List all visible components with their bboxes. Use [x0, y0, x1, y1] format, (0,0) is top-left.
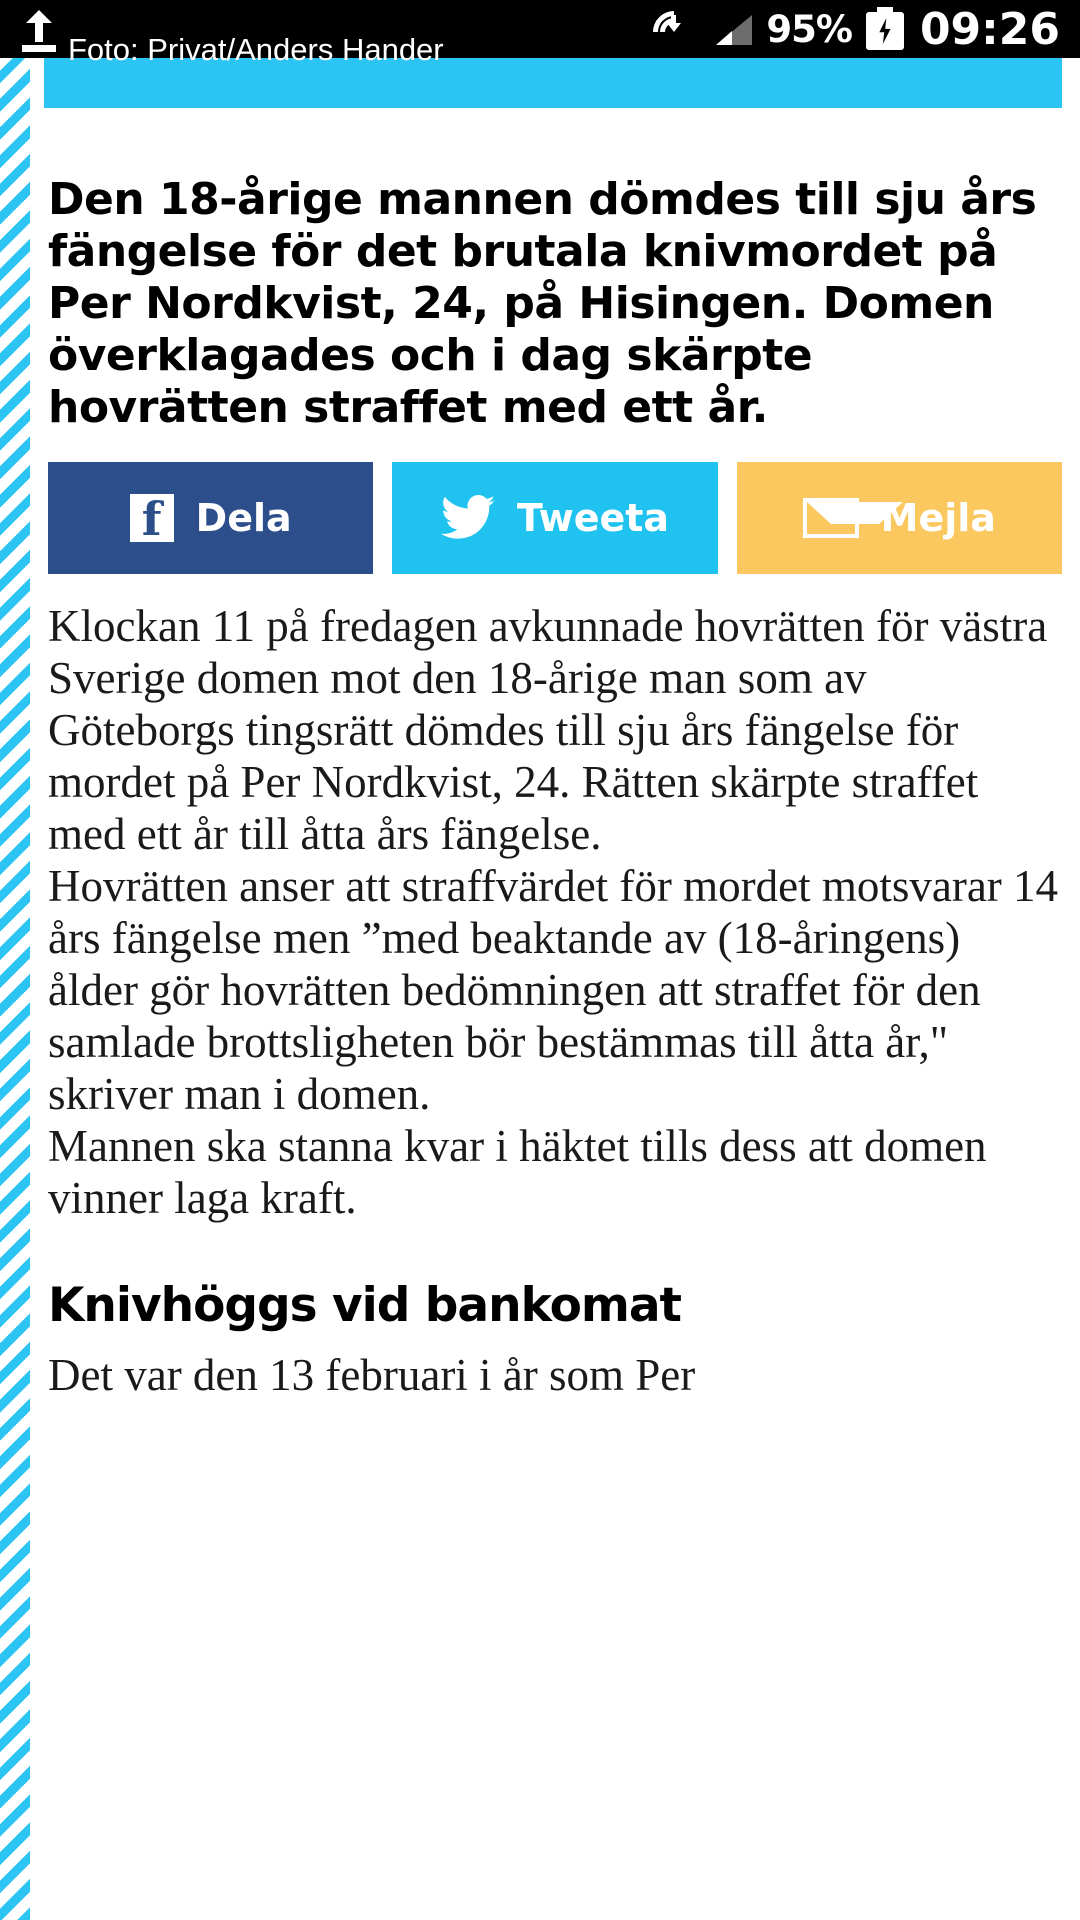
battery-percent-label: 95% [766, 7, 852, 51]
article-body-continued [48, 1349, 1060, 1401]
wifi-icon [652, 9, 696, 49]
share-mail-button[interactable] [737, 462, 1062, 574]
article-page [0, 32, 1080, 1920]
article-paragraph: Mannen ska stanna kvar i häktet tills dess att domen vinner laga kraft. [48, 1121, 987, 1223]
upload-icon [22, 10, 56, 52]
share-twitter-button[interactable] [392, 462, 717, 574]
facebook-icon: f [130, 494, 174, 542]
status-bar-left [0, 0, 56, 58]
article-paragraph: Det var den 13 februari i år som Per [48, 1350, 696, 1400]
signal-icon [710, 9, 752, 49]
share-buttons-row [48, 462, 1062, 574]
share-twitter-label: Tweeta [516, 496, 670, 540]
share-facebook-button[interactable] [48, 462, 373, 574]
page-title: Den 18-årige mannen dömdes till sju års fängelse för det brutala knivmordet på Per Nordkvist, 24, på Hisingen. Domen överklagades och i dag skärpte hovrätten straffet med ett år. [48, 174, 1037, 433]
status-bar-right [652, 0, 1080, 58]
share-mail-label: Mejla [880, 496, 996, 540]
article-paragraph: Klockan 11 på fredagen avkunnade hovrätten för västra Sverige domen mot den 18-årige man som av Göteborgs tingsrätt dömdes till sju års fängelse för mordet på Per Nordkvist, 24. Rätten skärpte straffet med ett år till åtta års fängelse. [48, 601, 1048, 859]
article-body [48, 600, 1060, 1224]
share-facebook-label: Dela [195, 496, 292, 540]
clock-label: 09:26 [919, 3, 1060, 55]
decorative-stripe-edge [0, 58, 30, 1920]
photo-caption-bar [44, 32, 1062, 108]
article-subheading: Knivhöggs vid bankomat [48, 1278, 682, 1333]
article-paragraph: Hovrätten anser att straffvärdet för mordet motsvarar 14 års fängelse men ”med beaktande av (18-åringens) ålder gör hovrätten bedömningen att straffet för den samlade brottsligheten bör bestämmas till åtta år," skriver man i domen. [48, 861, 1059, 1119]
battery-charging-icon [866, 7, 906, 51]
twitter-icon [441, 495, 495, 541]
photo-caption: Foto: Privat/Anders Hander [68, 32, 444, 67]
mail-icon [803, 498, 859, 538]
article-content [30, 32, 1080, 1920]
